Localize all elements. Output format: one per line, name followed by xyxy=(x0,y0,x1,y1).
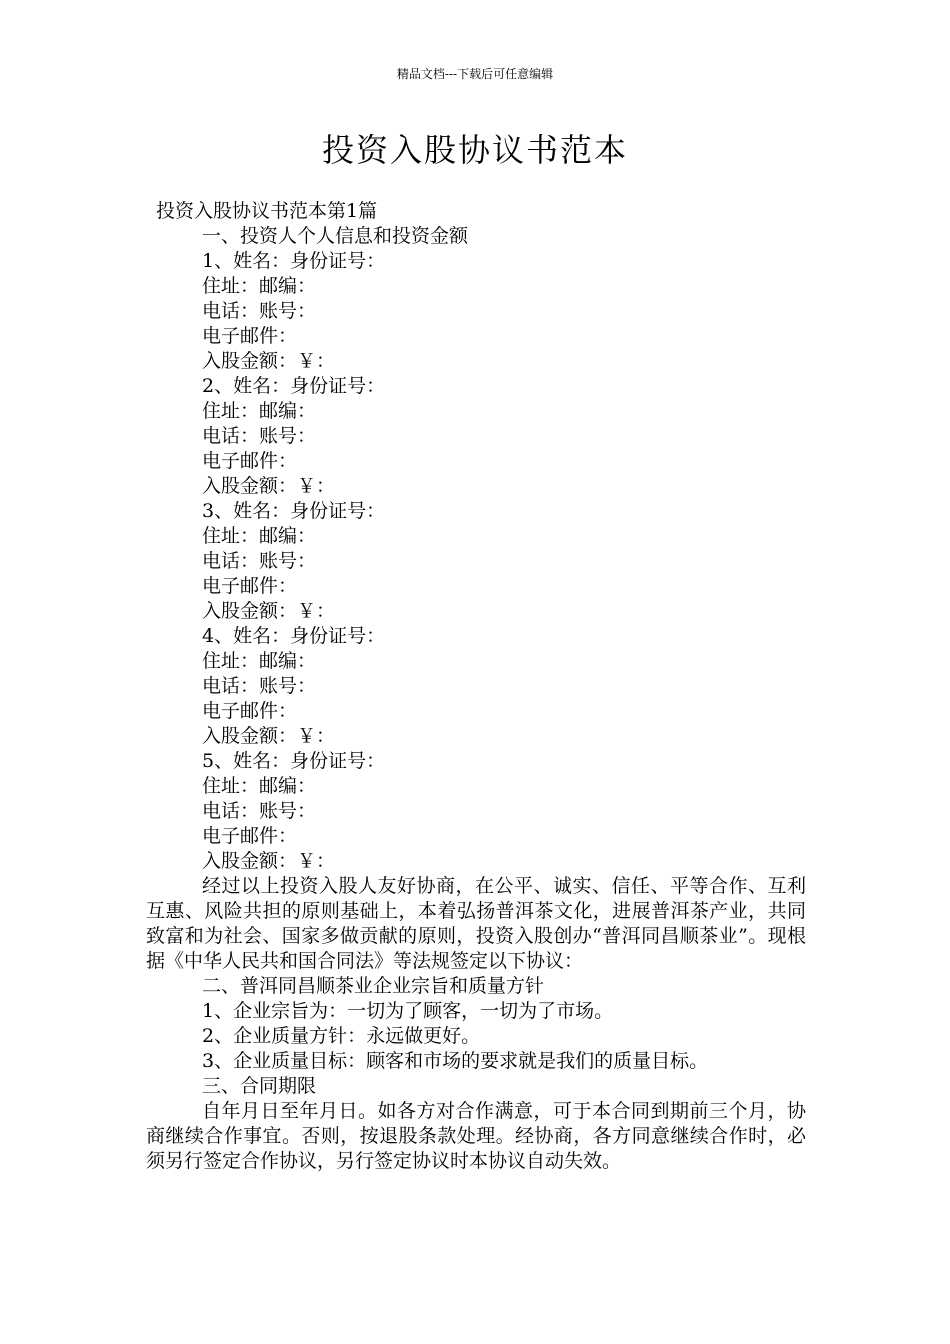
part3-heading: 三、合同期限 xyxy=(202,1075,317,1097)
investor-address-line: 住址：邮编： xyxy=(202,775,317,797)
investor-phone-line: 电话：账号： xyxy=(202,675,317,697)
investor-name-line: 2、姓名：身份证号： xyxy=(202,375,386,397)
investor-address-line: 住址：邮编： xyxy=(202,275,317,297)
investor-phone-line: 电话：账号： xyxy=(202,300,317,322)
investor-email-line: 电子邮件： xyxy=(202,450,298,472)
investor-email-line: 电子邮件： xyxy=(202,700,298,722)
investor-amount-line: 入股金额：￥： xyxy=(202,475,336,497)
part3-paragraph: 自年月日至年月日。如各方对合作满意，可于本合同到期前三个月，协商继续合作事宜。否则，按退股条款处理。经协商，各方同意继续合作时，必须另行签定合作协议，另行签定协议时本协议自动失效。 xyxy=(146,1100,806,1172)
investor-address-line: 住址：邮编： xyxy=(202,525,317,547)
investor-email-line: 电子邮件： xyxy=(202,325,298,347)
page-header-watermark: 精品文档---下载后可任意编辑 xyxy=(396,67,554,81)
investor-amount-line: 入股金额：￥： xyxy=(202,350,336,372)
investor-email-line: 电子邮件： xyxy=(202,575,298,597)
intro-paragraph: 经过以上投资入股人友好协商，在公平、诚实、信任、平等合作、互利互惠、风险共担的原则基础上，本着弘扬普洱茶文化，进展普洱茶产业，共同致富和为社会、国家多做贡献的原则，投资入股创办“普洱同昌顺茶业”。现根据《中华人民共和国合同法》等法规签定以下协议： xyxy=(146,875,806,972)
investor-block-2 xyxy=(146,374,806,499)
investor-block-1 xyxy=(146,249,806,374)
investor-address-line: 住址：邮编： xyxy=(202,650,317,672)
investor-name-line: 1、姓名：身份证号： xyxy=(202,250,386,272)
investor-block-5 xyxy=(146,749,806,874)
investor-block-3 xyxy=(146,499,806,624)
part2-item: 1、企业宗旨为：一切为了顾客，一切为了市场。 xyxy=(202,1000,614,1022)
part2-item: 3、企业质量目标：顾客和市场的要求就是我们的质量目标。 xyxy=(202,1050,709,1072)
section-heading: 投资入股协议书范本第1篇 xyxy=(156,200,378,222)
investor-phone-line: 电话：账号： xyxy=(202,550,317,572)
investor-email-line: 电子邮件： xyxy=(202,825,298,847)
part2-heading: 二、普洱同昌顺茶业企业宗旨和质量方针 xyxy=(202,975,545,997)
investor-name-line: 3、姓名：身份证号： xyxy=(202,500,386,522)
investor-amount-line: 入股金额：￥： xyxy=(202,725,336,747)
investor-amount-line: 入股金额：￥： xyxy=(202,850,336,872)
investor-phone-line: 电话：账号： xyxy=(202,800,317,822)
document-body xyxy=(146,224,806,1174)
part2-item: 2、企业质量方针：永远做更好。 xyxy=(202,1025,481,1047)
investor-name-line: 4、姓名：身份证号： xyxy=(202,625,386,647)
investor-amount-line: 入股金额：￥： xyxy=(202,600,336,622)
investor-address-line: 住址：邮编： xyxy=(202,400,317,422)
investor-block-4 xyxy=(146,624,806,749)
part1-heading: 一、投资人个人信息和投资金额 xyxy=(202,225,469,247)
investor-phone-line: 电话：账号： xyxy=(202,425,317,447)
investor-name-line: 5、姓名：身份证号： xyxy=(202,750,386,772)
document-title: 投资入股协议书范本 xyxy=(321,131,628,169)
